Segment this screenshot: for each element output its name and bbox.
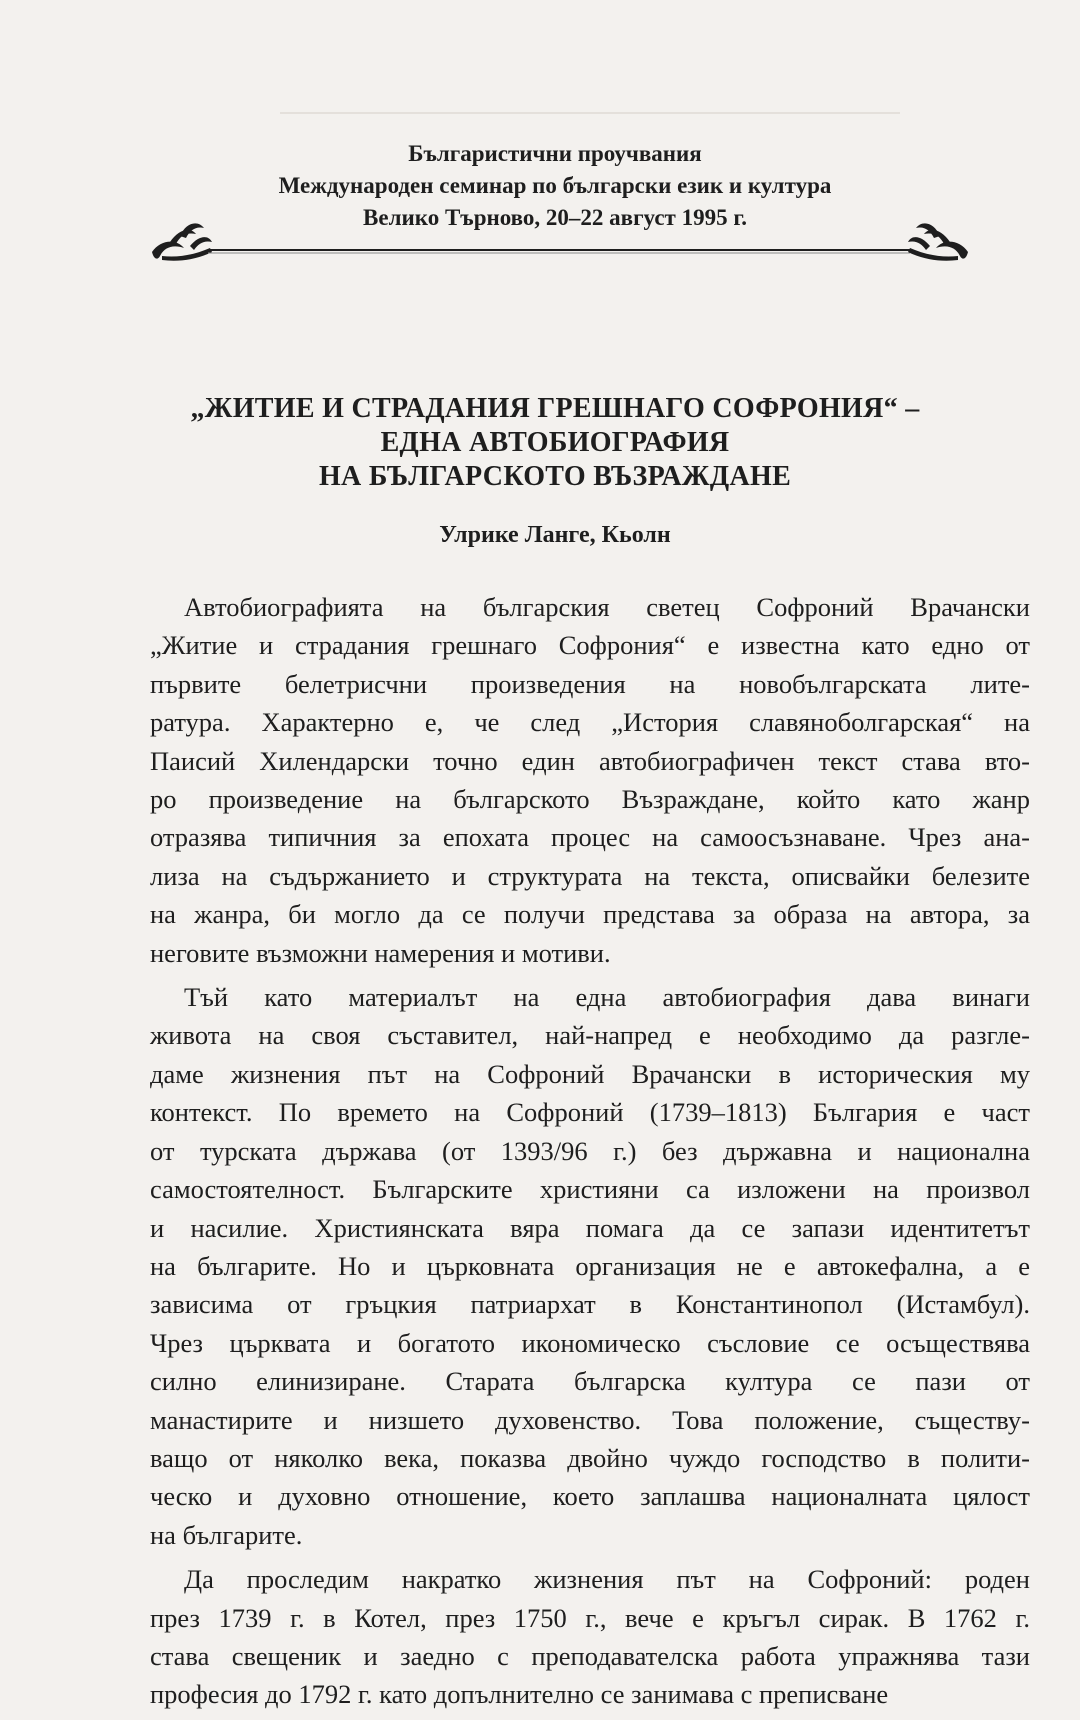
text-line: неговите възможни намерения и мотиви. bbox=[150, 937, 611, 968]
text-line: през 1739 г. в Котел, през 1750 г., вече е кръгъл сирак. В 1762 г. bbox=[150, 1602, 1030, 1633]
title-line: „ЖИТИЕ И СТРАДАНИЯ ГРЕШНАГО СОФРОНИЯ“ – bbox=[190, 393, 920, 424]
text-line: става свещеник и заедно с преподавателска работа упражнява тази bbox=[150, 1640, 1030, 1671]
text-line: на жанра, би могло да се получи представа за образа на автора, за bbox=[150, 899, 1030, 930]
article-body bbox=[150, 588, 1030, 1720]
title-line: ЕДНА АВТОБИОГРАФИЯ bbox=[380, 427, 730, 458]
body-paragraph bbox=[150, 978, 1030, 1554]
text-line: ратура. Характерно е, че след „История славяноболгарская“ на bbox=[150, 707, 1030, 738]
text-line: ро произведение на българското Възраждане, който като жанр bbox=[150, 784, 1030, 815]
body-paragraph bbox=[150, 588, 1030, 972]
text-line: професия до 1792 г. като допълнително се занимава с преписване bbox=[150, 1679, 889, 1710]
text-line: от турската държава (от 1393/96 г.) без държавна и национална bbox=[150, 1135, 1030, 1166]
text-line: зависима от гръцкия патриархат в Константинопол (Истамбул). bbox=[150, 1289, 1030, 1320]
series-title: Българистични проучвания bbox=[408, 141, 702, 166]
decorative-rule-ornament bbox=[150, 222, 970, 274]
show-through-artifact bbox=[280, 86, 900, 114]
body-paragraph bbox=[150, 1560, 1030, 1714]
text-line: манастирите и низшето духовенство. Това положение, съществу- bbox=[150, 1404, 1030, 1435]
text-line: Тъй като материалът на една автобиография дава винаги bbox=[184, 982, 1030, 1013]
text-line: на българите. bbox=[150, 1519, 303, 1550]
article-title bbox=[150, 392, 960, 494]
seminar-name: Международен семинар по български език и култура bbox=[278, 173, 832, 198]
text-line: ческо и духовно отношение, което заплашва националната цялост bbox=[150, 1481, 1030, 1512]
text-line: „Житие и страдания грешнаго Софрония“ е известна като едно от bbox=[150, 630, 1030, 661]
text-line: силно елинизиране. Старата българска култура се пази от bbox=[150, 1366, 1030, 1397]
publication-header bbox=[150, 138, 960, 234]
text-line: Автобиографията на българския светец Софроний Врачански bbox=[184, 592, 1030, 622]
text-line: и насилие. Християнската вяра помага да се запази идентитетът bbox=[150, 1212, 1030, 1243]
text-line: първите белетрисчни произведения на новобългарската лите- bbox=[150, 668, 1030, 699]
text-line: даме жизнения път на Софроний Врачански в историческия му bbox=[150, 1058, 1030, 1089]
text-line: отразява типичния за епохата процес на самоосъзнаване. Чрез ана- bbox=[150, 822, 1030, 853]
text-line: лиза на съдържанието и структурата на текста, описвайки белезите bbox=[150, 860, 1030, 891]
text-line: самостоятелност. Българските християни са изложени на произвол bbox=[150, 1174, 1030, 1205]
text-line: контекст. По времето на Софроний (1739–1813) България е част bbox=[150, 1097, 1030, 1128]
title-line: НА БЪЛГАРСКОТО ВЪЗРАЖДАНЕ bbox=[318, 461, 792, 492]
text-line: на българите. Но и църковната организация не е автокефална, а е bbox=[150, 1250, 1030, 1281]
article-author: Улрике Ланге, Кьолн bbox=[439, 522, 671, 548]
text-line: Чрез църквата и богатото икономическо съсловие се осъществява bbox=[150, 1327, 1030, 1358]
text-line: Паисий Хилендарски точно един автобиографичен текст става вто- bbox=[150, 745, 1030, 776]
seminar-place-date: Велико Търново, 20–22 август 1995 г. bbox=[363, 205, 747, 230]
text-line: Да проследим накратко жизнения път на Софроний: роден bbox=[184, 1564, 1030, 1595]
text-line: ващо от няколко века, показва двойно чуждо господство в полити- bbox=[150, 1442, 1030, 1473]
text-line: живота на своя съставител, най-напред е необходимо да разгле- bbox=[150, 1020, 1030, 1051]
